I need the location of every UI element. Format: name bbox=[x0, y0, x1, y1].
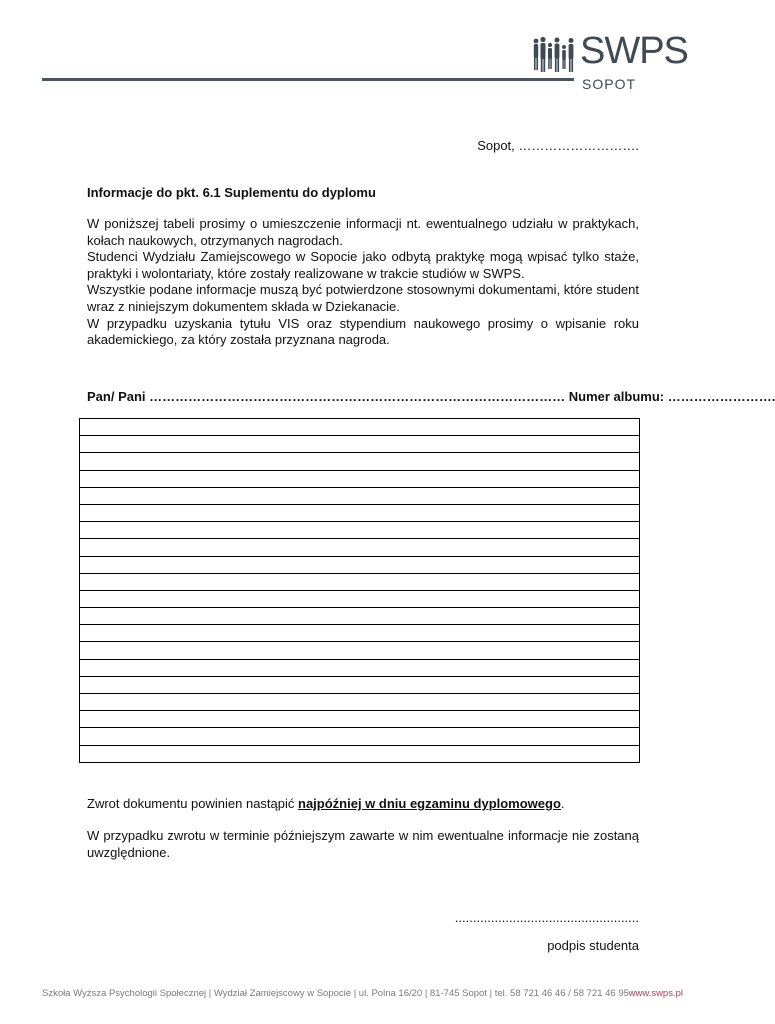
table-cell[interactable] bbox=[80, 590, 640, 607]
return-note bbox=[87, 796, 565, 811]
return-note-end: . bbox=[560, 796, 565, 811]
table-row bbox=[80, 728, 640, 745]
entry-table-body bbox=[80, 419, 640, 763]
table-row bbox=[80, 625, 640, 642]
table-row bbox=[80, 642, 640, 659]
footer-website-link[interactable]: www.swps.pl bbox=[628, 988, 683, 999]
table-row bbox=[80, 453, 640, 470]
student-name-line bbox=[87, 389, 775, 404]
table-row bbox=[80, 590, 640, 607]
table-cell[interactable] bbox=[80, 659, 640, 676]
intro-paragraph: Wszystkie podane informacje muszą być potwierdzone stosownymi dokumentami, które student wraz z niniejszym dokumentem składa w Dziekanacie. bbox=[87, 282, 639, 314]
table-cell[interactable] bbox=[80, 556, 640, 573]
signature-line: ................................................... bbox=[454, 910, 639, 925]
intro-paragraph: W poniższej tabeli prosimy o umieszczenie informacji nt. ewentualnego udziału w praktykach, kołach naukowych, otrzymanych nagrodach. bbox=[87, 216, 639, 248]
table-row bbox=[80, 659, 640, 676]
swps-logo bbox=[530, 30, 690, 92]
name-label: Pan/ Pani …………………………………………………………………………………… bbox=[87, 389, 566, 404]
table-cell[interactable] bbox=[80, 453, 640, 470]
table-row bbox=[80, 487, 640, 504]
logo-wordmark: SWPS bbox=[580, 30, 688, 72]
table-row bbox=[80, 419, 640, 436]
table-row bbox=[80, 522, 640, 539]
table-row bbox=[80, 470, 640, 487]
table-cell[interactable] bbox=[80, 470, 640, 487]
table-cell[interactable] bbox=[80, 504, 640, 521]
footer-address: Szkoła Wyższa Psychologii Społecznej | Wydział Zamiejscowy w Sopocie | ul. Polna 16/20 | 81-745 Sopot | tel. 58 721 46 46 / 58 721 46 95 bbox=[42, 988, 629, 999]
return-note-text: Zwrot dokumentu powinien nastąpić bbox=[87, 796, 299, 811]
table-cell[interactable] bbox=[80, 419, 640, 436]
album-number-label: Numer albumu: ……………………. bbox=[568, 389, 775, 404]
table-row bbox=[80, 608, 640, 625]
people-figures-icon bbox=[530, 36, 578, 74]
table-cell[interactable] bbox=[80, 676, 640, 693]
table-cell[interactable] bbox=[80, 694, 640, 711]
table-row bbox=[80, 694, 640, 711]
logo-subtext: SOPOT bbox=[582, 76, 637, 92]
table-cell[interactable] bbox=[80, 539, 640, 556]
table-cell[interactable] bbox=[80, 436, 640, 453]
table-cell[interactable] bbox=[80, 608, 640, 625]
table-cell[interactable] bbox=[80, 573, 640, 590]
table-cell[interactable] bbox=[80, 728, 640, 745]
return-deadline-emphasis: najpóźniej w dniu egzaminu dyplomowego bbox=[298, 796, 561, 811]
intro-paragraph: W przypadku uzyskania tytułu VIS oraz stypendium naukowego prosimy o wpisanie roku akademickiego, za który została przyznana nagroda. bbox=[87, 315, 639, 348]
signature-label: podpis studenta bbox=[547, 938, 639, 953]
table-row bbox=[80, 745, 640, 762]
table-row bbox=[80, 711, 640, 728]
table-row bbox=[80, 556, 640, 573]
intro-paragraph: Studenci Wydziału Zamiejscowego w Sopocie jako odbytą praktykę mogą wpisać tylko staże, praktyki i wolontariaty, które zostały realizowane w trakcie studiów w SWPS. bbox=[87, 249, 639, 281]
table-cell[interactable] bbox=[80, 522, 640, 539]
table-cell[interactable] bbox=[80, 711, 640, 728]
table-row bbox=[80, 676, 640, 693]
date-field-line: Sopot, ………………………. bbox=[477, 138, 639, 153]
page-title: Informacje do pkt. 6.1 Suplementu do dyplomu bbox=[87, 185, 376, 200]
entry-table bbox=[79, 418, 640, 763]
header-rule bbox=[42, 78, 574, 81]
late-return-note: W przypadku zwrotu w terminie późniejszym zawarte w nim ewentualne informacje nie zostaną uwzględnione. bbox=[87, 828, 639, 860]
table-row bbox=[80, 436, 640, 453]
table-cell[interactable] bbox=[80, 745, 640, 762]
table-row bbox=[80, 573, 640, 590]
intro-text bbox=[87, 216, 639, 349]
table-row bbox=[80, 504, 640, 521]
table-cell[interactable] bbox=[80, 642, 640, 659]
table-cell[interactable] bbox=[80, 487, 640, 504]
table-row bbox=[80, 539, 640, 556]
table-cell[interactable] bbox=[80, 625, 640, 642]
